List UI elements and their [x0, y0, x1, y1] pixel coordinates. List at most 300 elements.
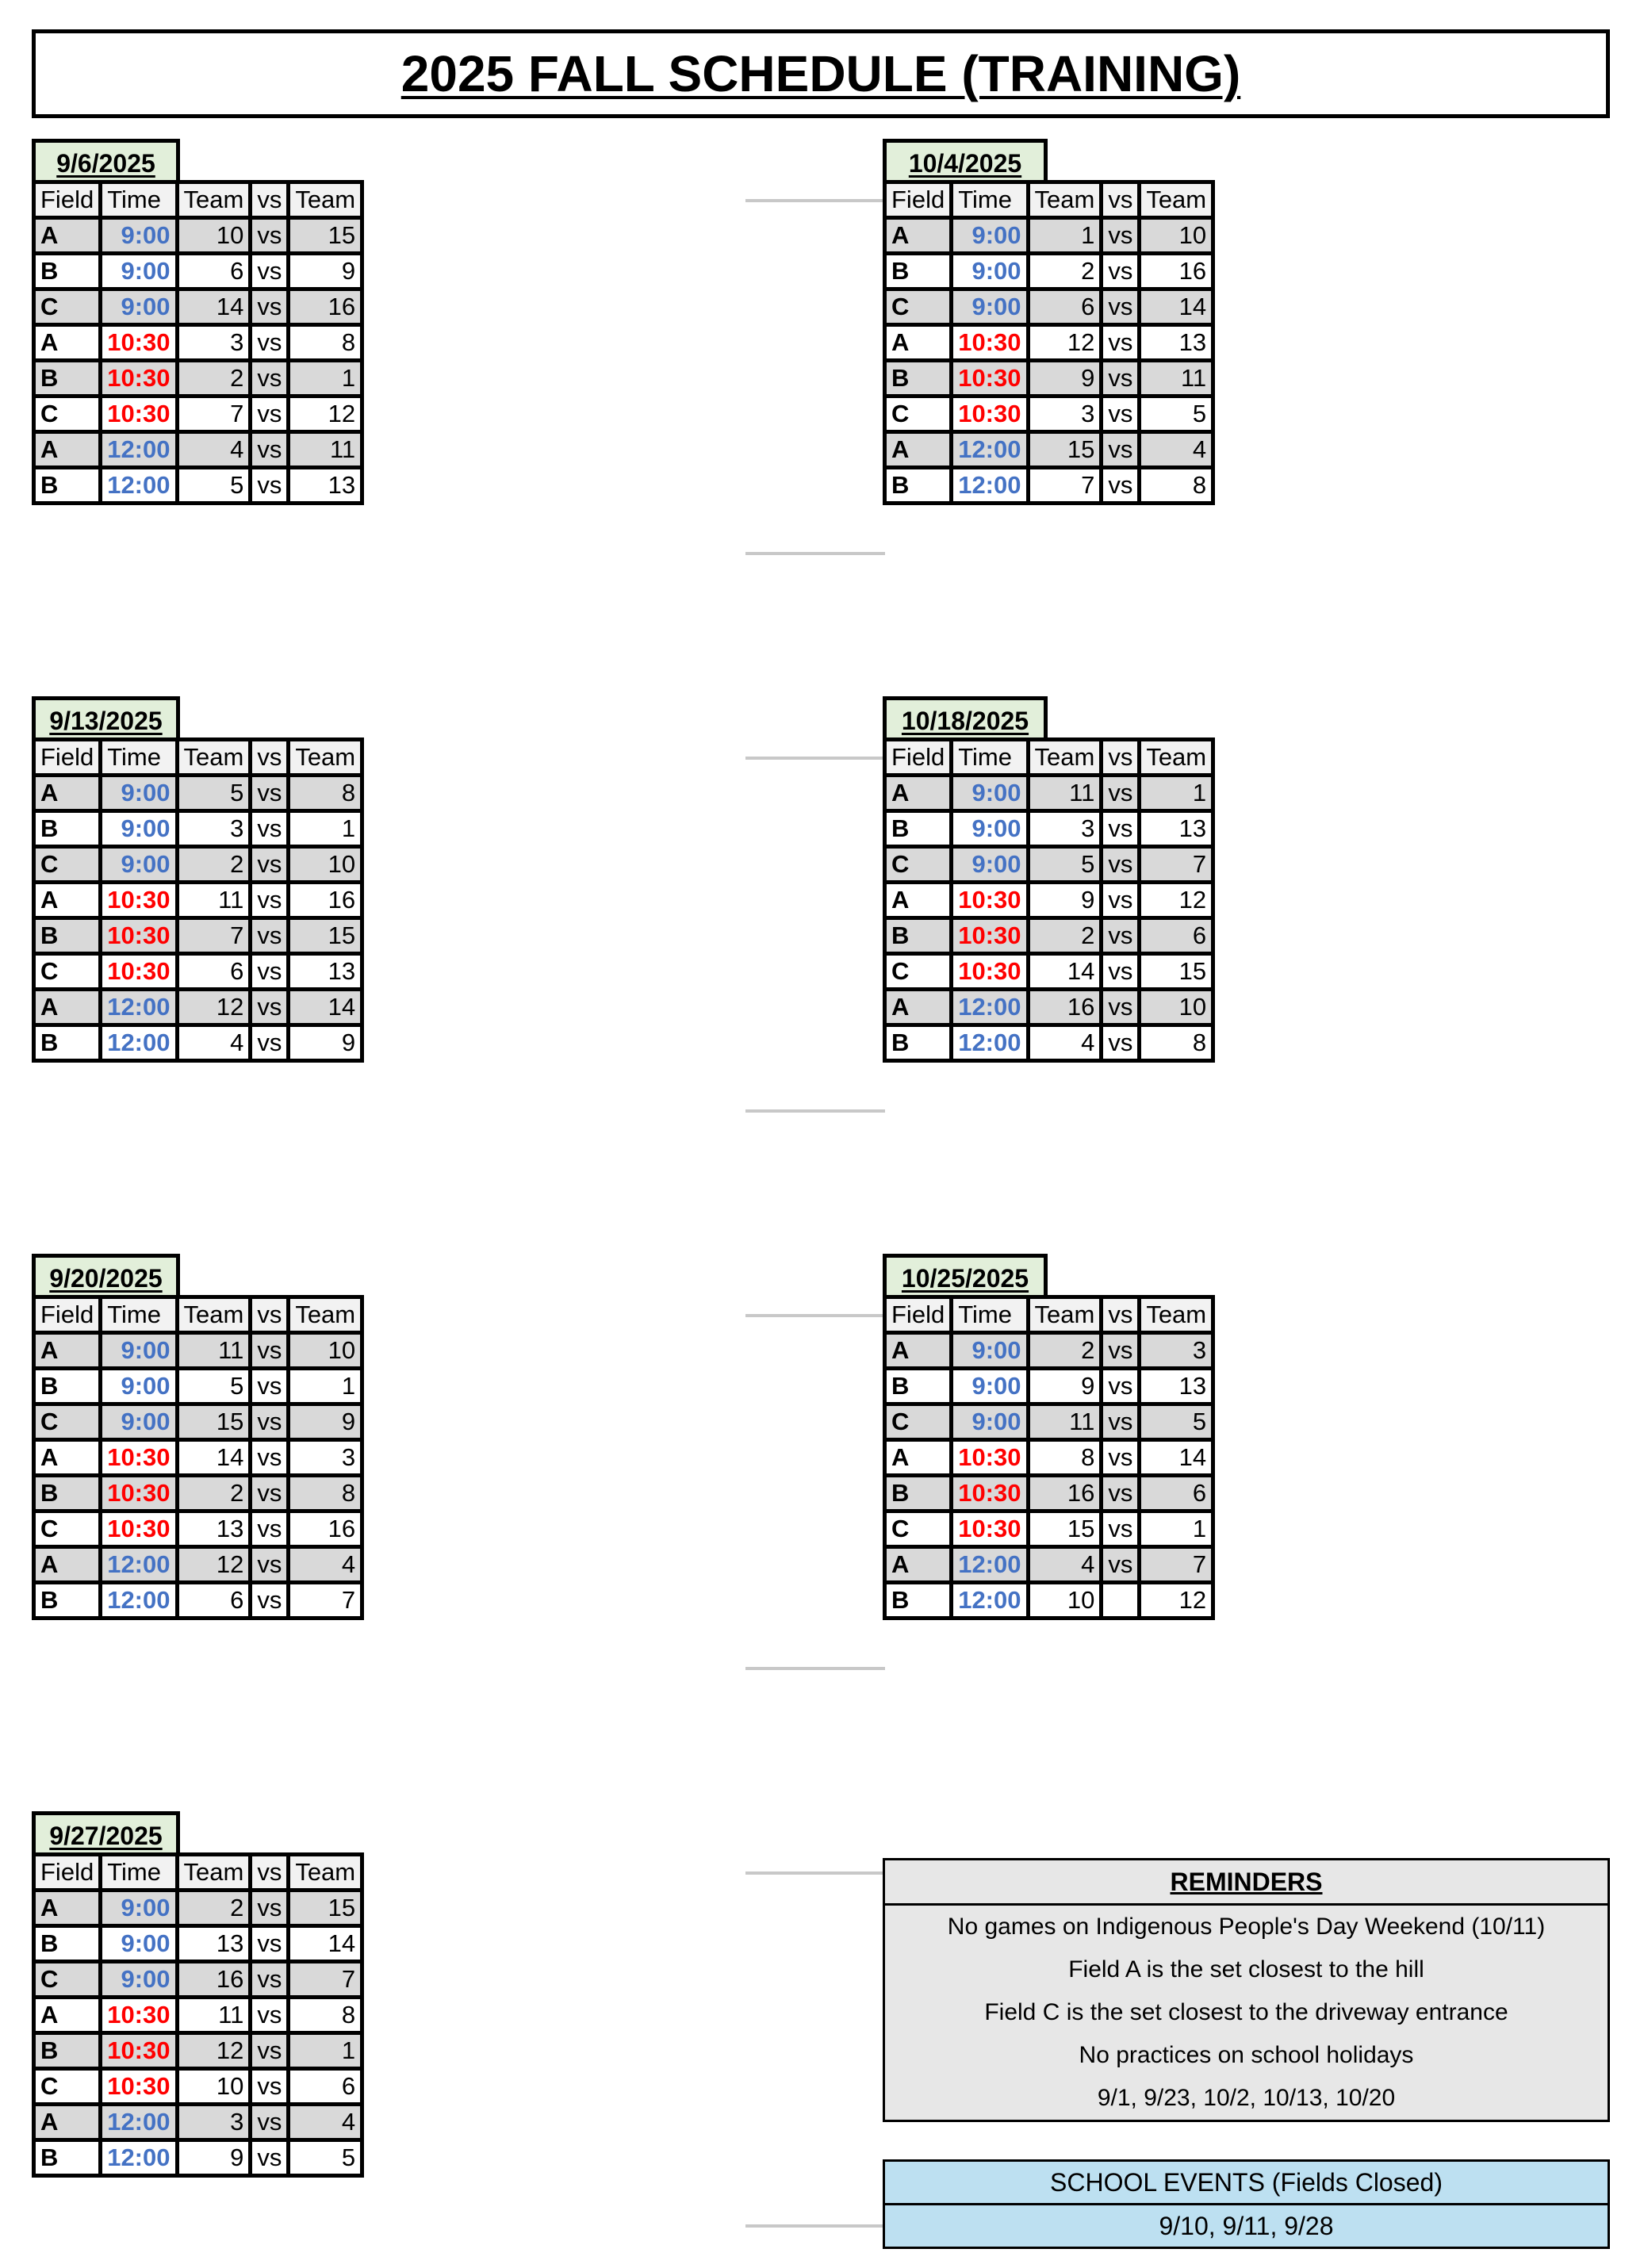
header-team: Team [177, 1855, 251, 1891]
school-events-box [883, 2159, 1610, 2249]
team-cell: 2 [1028, 254, 1102, 289]
game-row [34, 361, 362, 397]
team-cell: 10 [177, 2069, 251, 2105]
game-row [34, 289, 362, 325]
time-cell: 9:00 [101, 776, 177, 811]
team-cell: 4 [177, 1025, 251, 1061]
team-cell: 16 [289, 1511, 362, 1547]
time-cell: 9:00 [101, 847, 177, 883]
team-cell: 12 [177, 1547, 251, 1583]
field-cell: C [885, 847, 952, 883]
game-row [34, 1404, 362, 1440]
divider [745, 552, 885, 555]
time-cell: 10:30 [101, 918, 177, 954]
team-cell: 9 [289, 254, 362, 289]
header-field: Field [885, 1297, 952, 1333]
vs-cell: vs [1102, 776, 1140, 811]
vs-cell: vs [1102, 397, 1140, 432]
vs-cell: vs [251, 468, 289, 504]
games-table [32, 737, 364, 1063]
team-cell: 8 [1140, 1025, 1213, 1061]
vs-cell: vs [251, 2140, 289, 2176]
field-cell: B [34, 1583, 101, 1619]
week-date: 10/18/2025 [883, 696, 1048, 741]
vs-cell: vs [1102, 1440, 1140, 1476]
time-cell: 10:30 [101, 361, 177, 397]
field-cell: B [885, 254, 952, 289]
game-row [885, 1547, 1213, 1583]
divider [745, 757, 885, 760]
time-cell: 10:30 [101, 2069, 177, 2105]
field-cell: C [34, 847, 101, 883]
team-cell: 2 [177, 847, 251, 883]
team-cell: 6 [177, 954, 251, 990]
reminder-line: No practices on school holidays [1079, 2042, 1414, 2068]
team-cell: 15 [1028, 432, 1102, 468]
team-cell: 4 [177, 432, 251, 468]
field-cell: B [885, 918, 952, 954]
team-cell: 4 [289, 2105, 362, 2140]
field-cell: B [885, 1025, 952, 1061]
game-row [34, 1476, 362, 1511]
time-cell: 10:30 [952, 1511, 1028, 1547]
field-cell: B [34, 361, 101, 397]
time-cell: 9:00 [101, 218, 177, 254]
game-row [885, 1025, 1213, 1061]
reminder-line: Field C is the set closest to the driveway entrance [984, 1999, 1508, 2025]
team-cell: 11 [1028, 1404, 1102, 1440]
divider [745, 1314, 885, 1317]
team-cell: 5 [177, 1369, 251, 1404]
field-cell: B [885, 1369, 952, 1404]
vs-cell: vs [1102, 1547, 1140, 1583]
vs-cell: vs [251, 2033, 289, 2069]
field-cell: A [885, 990, 952, 1025]
team-cell: 5 [177, 468, 251, 504]
vs-cell: vs [1102, 883, 1140, 918]
header-team: Team [289, 1855, 362, 1891]
vs-cell: vs [251, 218, 289, 254]
week-date: 9/13/2025 [32, 696, 180, 741]
games-table [883, 737, 1215, 1063]
field-cell: C [34, 1511, 101, 1547]
vs-cell: vs [1102, 289, 1140, 325]
vs-cell: vs [1102, 1511, 1140, 1547]
vs-cell: vs [251, 990, 289, 1025]
header-team: Team [177, 1297, 251, 1333]
header-team: Team [289, 182, 362, 218]
team-cell: 5 [1028, 847, 1102, 883]
field-cell: B [34, 254, 101, 289]
team-cell: 16 [1028, 1476, 1102, 1511]
game-row [885, 1440, 1213, 1476]
field-cell: A [885, 1333, 952, 1369]
header-vs: vs [251, 182, 289, 218]
team-cell: 10 [1140, 990, 1213, 1025]
vs-cell: vs [1102, 918, 1140, 954]
vs-cell: vs [251, 1369, 289, 1404]
time-cell: 9:00 [101, 1891, 177, 1926]
field-cell: C [34, 954, 101, 990]
game-row [885, 990, 1213, 1025]
game-row [885, 254, 1213, 289]
vs-cell: vs [1102, 1025, 1140, 1061]
field-cell: B [34, 1369, 101, 1404]
game-row [34, 990, 362, 1025]
game-row [34, 1926, 362, 1962]
vs-cell: vs [251, 1891, 289, 1926]
vs-cell: vs [251, 1998, 289, 2033]
team-cell: 3 [289, 1440, 362, 1476]
field-cell: B [34, 1025, 101, 1061]
team-cell: 8 [1028, 1440, 1102, 1476]
game-row [885, 847, 1213, 883]
field-cell: B [34, 468, 101, 504]
game-row [34, 218, 362, 254]
field-cell: A [885, 1440, 952, 1476]
game-row [34, 397, 362, 432]
game-row [34, 2140, 362, 2176]
time-cell: 12:00 [952, 432, 1028, 468]
header-time: Time [101, 740, 177, 776]
team-cell: 6 [289, 2069, 362, 2105]
vs-cell: vs [251, 918, 289, 954]
table-header-row [885, 182, 1213, 218]
time-cell: 9:00 [101, 1404, 177, 1440]
vs-cell: vs [1102, 432, 1140, 468]
table-header-row [885, 740, 1213, 776]
team-cell: 1 [1028, 218, 1102, 254]
team-cell: 6 [1028, 289, 1102, 325]
team-cell: 9 [177, 2140, 251, 2176]
time-cell: 9:00 [101, 289, 177, 325]
schedule-title-box [32, 29, 1610, 118]
game-row [34, 1962, 362, 1998]
team-cell: 5 [1140, 1404, 1213, 1440]
game-row [34, 1547, 362, 1583]
vs-cell: vs [1102, 468, 1140, 504]
game-row [34, 918, 362, 954]
week-date: 9/6/2025 [32, 139, 180, 184]
team-cell: 13 [1140, 325, 1213, 361]
team-cell: 11 [177, 883, 251, 918]
field-cell: A [34, 1333, 101, 1369]
field-cell: B [885, 361, 952, 397]
game-row [34, 1583, 362, 1619]
game-row [34, 468, 362, 504]
time-cell: 10:30 [952, 883, 1028, 918]
time-cell: 10:30 [101, 397, 177, 432]
team-cell: 12 [177, 2033, 251, 2069]
header-time: Time [101, 1297, 177, 1333]
time-cell: 12:00 [101, 432, 177, 468]
time-cell: 10:30 [101, 1476, 177, 1511]
team-cell: 14 [177, 1440, 251, 1476]
game-row [34, 325, 362, 361]
team-cell: 10 [289, 847, 362, 883]
game-row [885, 468, 1213, 504]
reminders-title: REMINDERS [885, 1860, 1608, 1906]
games-table [32, 1852, 364, 2178]
team-cell: 12 [1028, 325, 1102, 361]
game-row [34, 2105, 362, 2140]
vs-cell: vs [251, 776, 289, 811]
week-date: 9/27/2025 [32, 1811, 180, 1856]
field-cell: A [34, 883, 101, 918]
time-cell: 12:00 [952, 990, 1028, 1025]
divider [745, 199, 885, 202]
vs-cell: vs [251, 1025, 289, 1061]
time-cell: 9:00 [101, 811, 177, 847]
team-cell: 8 [1140, 468, 1213, 504]
time-cell: 9:00 [101, 1926, 177, 1962]
time-cell: 12:00 [101, 468, 177, 504]
field-cell: C [34, 289, 101, 325]
team-cell: 13 [1140, 1369, 1213, 1404]
team-cell: 5 [177, 776, 251, 811]
vs-cell: vs [1102, 1333, 1140, 1369]
team-cell: 5 [1140, 397, 1213, 432]
team-cell: 16 [289, 883, 362, 918]
game-row [34, 954, 362, 990]
table-header-row [34, 1855, 362, 1891]
team-cell: 9 [1028, 361, 1102, 397]
game-row [885, 397, 1213, 432]
vs-cell [1102, 1583, 1140, 1619]
header-vs: vs [1102, 740, 1140, 776]
game-row [885, 811, 1213, 847]
time-cell: 10:30 [952, 397, 1028, 432]
game-row [34, 1369, 362, 1404]
time-cell: 10:30 [101, 2033, 177, 2069]
vs-cell: vs [1102, 811, 1140, 847]
team-cell: 14 [289, 1926, 362, 1962]
header-vs: vs [251, 740, 289, 776]
games-table [883, 180, 1215, 505]
team-cell: 12 [1140, 1583, 1213, 1619]
team-cell: 1 [289, 811, 362, 847]
field-cell: B [34, 2140, 101, 2176]
team-cell: 11 [289, 432, 362, 468]
reminder-line: Field A is the set closest to the hill [1068, 1956, 1424, 1983]
team-cell: 3 [1028, 397, 1102, 432]
team-cell: 15 [1028, 1511, 1102, 1547]
game-row [34, 1511, 362, 1547]
game-row [885, 1333, 1213, 1369]
header-vs: vs [251, 1855, 289, 1891]
header-team: Team [1140, 1297, 1213, 1333]
field-cell: A [885, 325, 952, 361]
time-cell: 10:30 [952, 954, 1028, 990]
time-cell: 12:00 [101, 2140, 177, 2176]
team-cell: 1 [1140, 776, 1213, 811]
games-table [32, 1295, 364, 1620]
field-cell: C [34, 1962, 101, 1998]
vs-cell: vs [1102, 218, 1140, 254]
team-cell: 2 [177, 1476, 251, 1511]
vs-cell: vs [251, 811, 289, 847]
game-row [34, 847, 362, 883]
vs-cell: vs [251, 1440, 289, 1476]
game-row [34, 2069, 362, 2105]
team-cell: 1 [289, 1369, 362, 1404]
team-cell: 12 [289, 397, 362, 432]
field-cell: A [34, 325, 101, 361]
week-date: 10/4/2025 [883, 139, 1048, 184]
divider [745, 1109, 885, 1113]
vs-cell: vs [251, 1583, 289, 1619]
time-cell: 12:00 [101, 1547, 177, 1583]
team-cell: 4 [1028, 1547, 1102, 1583]
team-cell: 1 [289, 2033, 362, 2069]
school-events-dates: 9/10, 9/11, 9/28 [1159, 2211, 1334, 2240]
team-cell: 16 [1140, 254, 1213, 289]
team-cell: 13 [177, 1926, 251, 1962]
vs-cell: vs [1102, 1476, 1140, 1511]
team-cell: 14 [289, 990, 362, 1025]
game-row [34, 1440, 362, 1476]
time-cell: 9:00 [101, 1962, 177, 1998]
time-cell: 10:30 [952, 325, 1028, 361]
team-cell: 5 [289, 2140, 362, 2176]
vs-cell: vs [1102, 1369, 1140, 1404]
vs-cell: vs [251, 432, 289, 468]
vs-cell: vs [251, 1926, 289, 1962]
game-row [34, 432, 362, 468]
field-cell: A [34, 1998, 101, 2033]
game-row [34, 1333, 362, 1369]
header-field: Field [34, 740, 101, 776]
vs-cell: vs [251, 847, 289, 883]
team-cell: 15 [1140, 954, 1213, 990]
table-header-row [34, 740, 362, 776]
team-cell: 16 [289, 289, 362, 325]
game-row [885, 361, 1213, 397]
field-cell: C [34, 2069, 101, 2105]
games-table [32, 180, 364, 505]
time-cell: 10:30 [101, 1440, 177, 1476]
team-cell: 7 [289, 1962, 362, 1998]
team-cell: 9 [289, 1025, 362, 1061]
field-cell: B [885, 468, 952, 504]
header-team: Team [1140, 182, 1213, 218]
team-cell: 16 [177, 1962, 251, 1998]
team-cell: 15 [289, 918, 362, 954]
week-date: 10/25/2025 [883, 1254, 1048, 1299]
team-cell: 2 [1028, 918, 1102, 954]
time-cell: 12:00 [101, 990, 177, 1025]
field-cell: B [34, 811, 101, 847]
team-cell: 15 [177, 1404, 251, 1440]
team-cell: 9 [1028, 1369, 1102, 1404]
time-cell: 9:00 [952, 254, 1028, 289]
header-team: Team [289, 1297, 362, 1333]
vs-cell: vs [1102, 990, 1140, 1025]
time-cell: 9:00 [101, 254, 177, 289]
vs-cell: vs [1102, 361, 1140, 397]
team-cell: 12 [177, 990, 251, 1025]
field-cell: B [34, 1476, 101, 1511]
team-cell: 13 [177, 1511, 251, 1547]
vs-cell: vs [251, 1547, 289, 1583]
header-time: Time [952, 740, 1028, 776]
team-cell: 7 [1140, 847, 1213, 883]
team-cell: 9 [289, 1404, 362, 1440]
divider [745, 1871, 885, 1875]
team-cell: 7 [177, 918, 251, 954]
team-cell: 14 [1140, 1440, 1213, 1476]
team-cell: 12 [1140, 883, 1213, 918]
reminder-line: 9/1, 9/23, 10/2, 10/13, 10/20 [1097, 2085, 1396, 2111]
team-cell: 2 [1028, 1333, 1102, 1369]
game-row [885, 325, 1213, 361]
team-cell: 15 [289, 218, 362, 254]
time-cell: 9:00 [952, 847, 1028, 883]
header-team: Team [1140, 740, 1213, 776]
team-cell: 11 [1028, 776, 1102, 811]
field-cell: A [885, 883, 952, 918]
time-cell: 10:30 [952, 1476, 1028, 1511]
team-cell: 4 [1140, 432, 1213, 468]
field-cell: A [34, 432, 101, 468]
team-cell: 2 [177, 361, 251, 397]
time-cell: 12:00 [101, 2105, 177, 2140]
time-cell: 10:30 [101, 1998, 177, 2033]
header-team: Team [1028, 182, 1102, 218]
team-cell: 14 [177, 289, 251, 325]
time-cell: 12:00 [952, 1025, 1028, 1061]
time-cell: 10:30 [952, 361, 1028, 397]
game-row [34, 1025, 362, 1061]
header-time: Time [952, 1297, 1028, 1333]
week-date: 9/20/2025 [32, 1254, 180, 1299]
team-cell: 14 [1140, 289, 1213, 325]
team-cell: 10 [1140, 218, 1213, 254]
field-cell: B [885, 811, 952, 847]
field-cell: B [34, 918, 101, 954]
team-cell: 10 [1028, 1583, 1102, 1619]
vs-cell: vs [1102, 1404, 1140, 1440]
table-header-row [885, 1297, 1213, 1333]
time-cell: 9:00 [952, 1333, 1028, 1369]
time-cell: 9:00 [952, 289, 1028, 325]
field-cell: C [885, 1404, 952, 1440]
time-cell: 12:00 [952, 1547, 1028, 1583]
game-row [885, 954, 1213, 990]
time-cell: 10:30 [101, 883, 177, 918]
header-field: Field [34, 182, 101, 218]
team-cell: 3 [177, 2105, 251, 2140]
team-cell: 13 [289, 954, 362, 990]
field-cell: C [34, 1404, 101, 1440]
game-row [885, 1404, 1213, 1440]
team-cell: 13 [1140, 811, 1213, 847]
table-header-row [34, 1297, 362, 1333]
team-cell: 3 [1028, 811, 1102, 847]
game-row [885, 432, 1213, 468]
header-vs: vs [1102, 182, 1140, 218]
team-cell: 7 [1140, 1547, 1213, 1583]
time-cell: 12:00 [952, 1583, 1028, 1619]
field-cell: A [34, 1440, 101, 1476]
reminders-box [883, 1858, 1610, 2122]
vs-cell: vs [251, 1962, 289, 1998]
team-cell: 11 [177, 1998, 251, 2033]
team-cell: 1 [1140, 1511, 1213, 1547]
team-cell: 4 [289, 1547, 362, 1583]
vs-cell: vs [251, 397, 289, 432]
school-events-title: SCHOOL EVENTS (Fields Closed) [885, 2162, 1608, 2205]
